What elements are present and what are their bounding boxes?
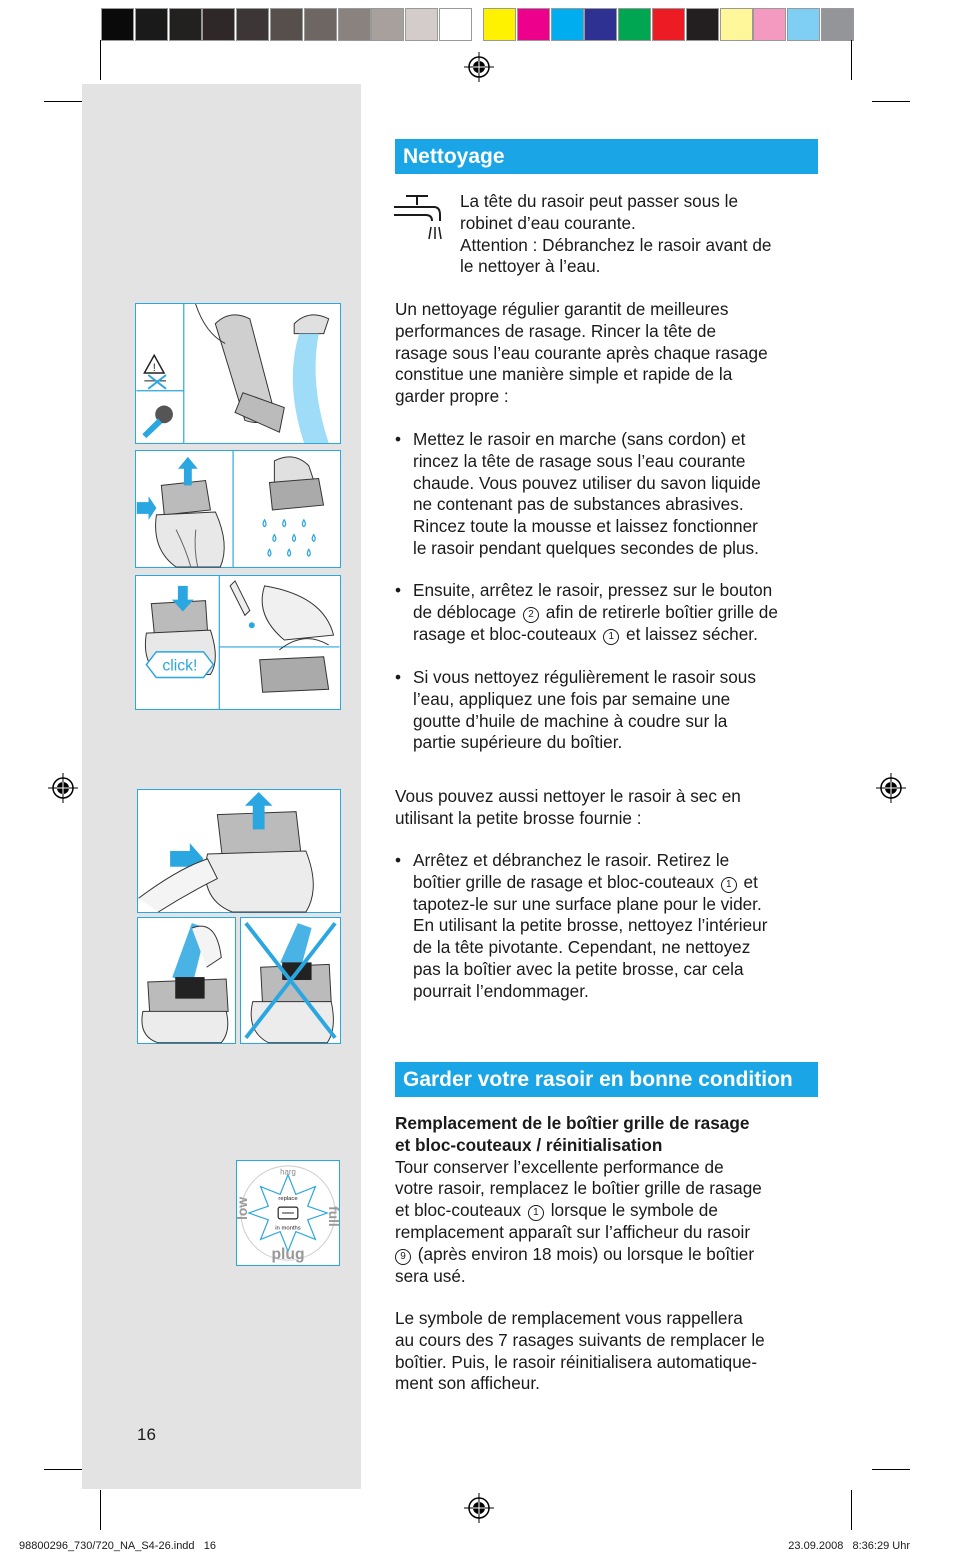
footer-timestamp: 23.09.2008 8:36:29 Uhr [788, 1540, 910, 1552]
color-swatch [753, 8, 786, 41]
color-swatch [304, 8, 337, 41]
paragraph-regular-cleaning: Un nettoyage régulier garantit de meilleures performances de rasage. Rincer la tête de rasage sous l’eau courante après chaque rasage constitue une manière simple et rapide de la garder propre : [395, 299, 768, 407]
crop-mark [44, 1469, 82, 1470]
registration-mark-icon [48, 773, 78, 803]
registration-mark-icon [464, 52, 494, 82]
svg-text:!: ! [152, 362, 156, 375]
color-swatch [618, 8, 651, 41]
color-swatch [483, 8, 516, 41]
color-swatch [101, 8, 134, 41]
svg-text:plug: plug [271, 1246, 305, 1264]
figure-rinse-foil [135, 450, 341, 568]
footer-file-info: 98800296_730/720_NA_S4-26.indd 16 [19, 1540, 216, 1552]
figure-remove-foil-dry [137, 789, 341, 913]
color-swatch [821, 8, 854, 41]
page-number: 16 [137, 1425, 156, 1444]
color-swatch [135, 8, 168, 41]
color-swatch [338, 8, 371, 41]
section-heading-condition: Garder votre rasoir en bonne condition [395, 1062, 818, 1097]
illustration-column [82, 84, 361, 1489]
color-swatch [371, 8, 404, 41]
color-swatch [169, 8, 202, 41]
svg-text:harg: harg [280, 1167, 296, 1177]
color-swatch [202, 8, 235, 41]
color-swatch [720, 8, 753, 41]
color-swatch [439, 8, 472, 41]
svg-text:replace: replace [278, 1196, 298, 1203]
crop-mark [851, 1490, 852, 1530]
figure-oil-and-click [135, 575, 341, 710]
paragraph-replacement-reminder: Le symbole de remplacement vous rappellera au cours des 7 rasages suivants de remplacer le boîtier. Puis, le rasoir réinitialisera automatique- ment son afficheur. [395, 1308, 765, 1394]
color-swatch [686, 8, 719, 41]
callout-number: 1 [603, 629, 619, 645]
faucet-intro: La tête du rasoir peut passer sous le robinet d’eau courante. Attention : Débranchez le rasoir avant de le nettoyer à l’eau. [460, 191, 772, 277]
callout-number: 1 [721, 877, 737, 893]
callout-number: 2 [523, 607, 539, 623]
crop-mark [851, 40, 852, 80]
svg-text:low: low [234, 1196, 250, 1220]
crop-mark [872, 1469, 910, 1470]
color-swatch [517, 8, 550, 41]
color-swatch [270, 8, 303, 41]
paragraph-dry-cleaning: Vous pouvez aussi nettoyer le rasoir à sec en utilisant la petite brosse fournie : [395, 786, 741, 828]
figure-replace-display [236, 1160, 340, 1266]
color-swatch [236, 8, 269, 41]
svg-text:in months: in months [275, 1225, 301, 1232]
callout-number: 1 [528, 1205, 544, 1221]
crop-mark [100, 1490, 101, 1530]
figure-brush-correct [137, 917, 236, 1044]
click-label: click! [162, 657, 198, 675]
color-swatch [787, 8, 820, 41]
color-swatch [551, 8, 584, 41]
color-swatch [652, 8, 685, 41]
faucet-icon [394, 193, 446, 245]
crop-mark [100, 40, 101, 80]
registration-mark-icon [876, 773, 906, 803]
color-swatch [405, 8, 438, 41]
color-swatch [584, 8, 617, 41]
figure-brush-incorrect [240, 917, 341, 1044]
callout-number: 9 [395, 1249, 411, 1265]
svg-text:full: full [326, 1206, 342, 1227]
figure-rinse-under-tap [135, 303, 341, 444]
section-heading-nettoyage: Nettoyage [395, 139, 818, 174]
registration-mark-icon [464, 1493, 494, 1523]
crop-mark [872, 101, 910, 102]
crop-mark [44, 101, 82, 102]
replacement-section: Remplacement de le boîtier grille de rasage et bloc-couteaux / réinitialisation Tour conserver l’excellente performance de votre rasoir, remplacez le boîtier grille de rasage et bloc-couteaux 1 lorsque le symbole de remplacement apparaît sur l’afficheur du rasoir 9 (après environ 18 mois) ou lorsque le boîtier sera usé. [395, 1113, 762, 1286]
